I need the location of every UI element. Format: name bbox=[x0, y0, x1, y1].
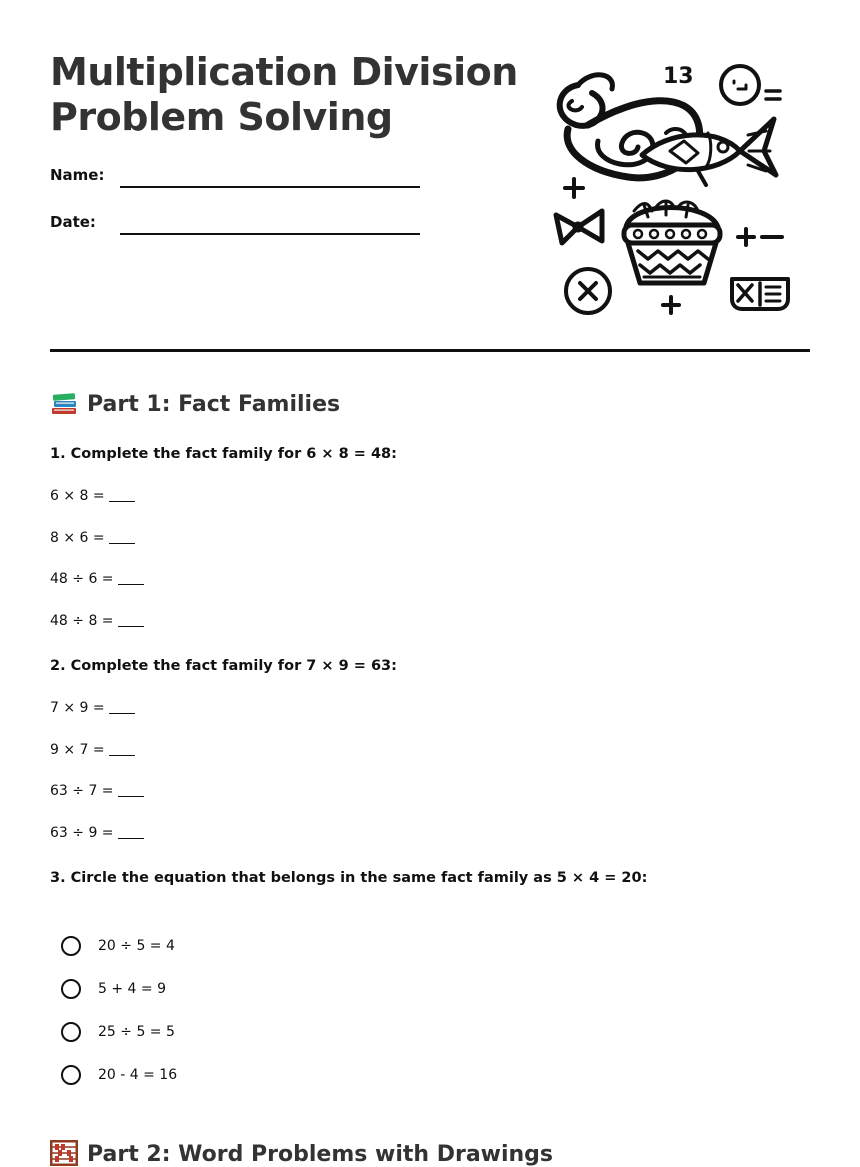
equation-line: 7 × 9 = bbox=[50, 700, 135, 716]
equation-line: 8 × 6 = bbox=[50, 530, 135, 546]
option-label: 20 - 4 = 16 bbox=[98, 1067, 178, 1083]
answer-blank[interactable] bbox=[118, 613, 144, 627]
answer-blank[interactable] bbox=[118, 783, 144, 797]
option-label: 5 + 4 = 9 bbox=[98, 981, 166, 997]
part2-heading-text: Part 2: Word Problems with Drawings bbox=[87, 1142, 554, 1167]
name-field[interactable] bbox=[120, 186, 420, 188]
plus-minus-icon bbox=[738, 229, 782, 245]
part1-heading bbox=[50, 390, 340, 417]
name-label: Name: bbox=[50, 166, 105, 184]
radio-circle[interactable] bbox=[61, 1022, 81, 1042]
equation-line: 9 × 7 = bbox=[50, 742, 135, 758]
option-label: 25 ÷ 5 = 5 bbox=[98, 1024, 175, 1040]
worksheet-title bbox=[50, 50, 520, 140]
title-line-1: Multiplication Division bbox=[50, 50, 518, 94]
radio-circle[interactable] bbox=[61, 1065, 81, 1085]
date-label: Date: bbox=[50, 213, 96, 231]
answer-option[interactable] bbox=[61, 1063, 177, 1087]
question-1-prompt: 1. Complete the fact family for 6 × 8 = 48: bbox=[50, 446, 397, 462]
answer-blank[interactable] bbox=[118, 571, 144, 585]
radio-circle[interactable] bbox=[61, 979, 81, 999]
abacus-icon bbox=[50, 1140, 78, 1166]
multiply-equals-box-icon bbox=[732, 279, 788, 309]
answer-blank[interactable] bbox=[109, 700, 135, 714]
equation-line: 63 ÷ 9 = bbox=[50, 825, 144, 841]
patterned-basket-icon bbox=[624, 201, 720, 283]
math-clipart-illustration bbox=[548, 55, 798, 325]
answer-option[interactable] bbox=[61, 1020, 175, 1044]
part2-heading bbox=[50, 1140, 553, 1167]
answer-option[interactable] bbox=[61, 977, 166, 1001]
question-2-prompt: 2. Complete the fact family for 7 × 9 = 63: bbox=[50, 658, 397, 674]
header-divider bbox=[50, 349, 810, 352]
equation-line: 48 ÷ 8 = bbox=[50, 613, 144, 629]
bowtie-icon bbox=[556, 211, 602, 243]
number-label: 13 bbox=[663, 64, 694, 89]
plus-icon bbox=[565, 179, 583, 197]
equation-line: 6 × 8 = bbox=[50, 488, 135, 504]
part1-heading-text: Part 1: Fact Families bbox=[87, 392, 341, 417]
answer-blank[interactable] bbox=[109, 488, 135, 502]
clock-equals-icon bbox=[721, 66, 780, 104]
option-label: 20 ÷ 5 = 4 bbox=[98, 938, 175, 954]
multiply-circle-icon bbox=[566, 269, 610, 313]
books-icon bbox=[50, 390, 78, 416]
title-line-2: Problem Solving bbox=[50, 95, 393, 139]
equation-line: 63 ÷ 7 = bbox=[50, 783, 144, 799]
answer-blank[interactable] bbox=[109, 742, 135, 756]
date-field[interactable] bbox=[120, 233, 420, 235]
plus-icon bbox=[663, 297, 679, 313]
answer-blank[interactable] bbox=[118, 825, 144, 839]
answer-option[interactable] bbox=[61, 934, 175, 958]
radio-circle[interactable] bbox=[61, 936, 81, 956]
equation-line: 48 ÷ 6 = bbox=[50, 571, 144, 587]
question-3-prompt: 3. Circle the equation that belongs in the same fact family as 5 × 4 = 20: bbox=[50, 870, 648, 886]
answer-blank[interactable] bbox=[109, 530, 135, 544]
